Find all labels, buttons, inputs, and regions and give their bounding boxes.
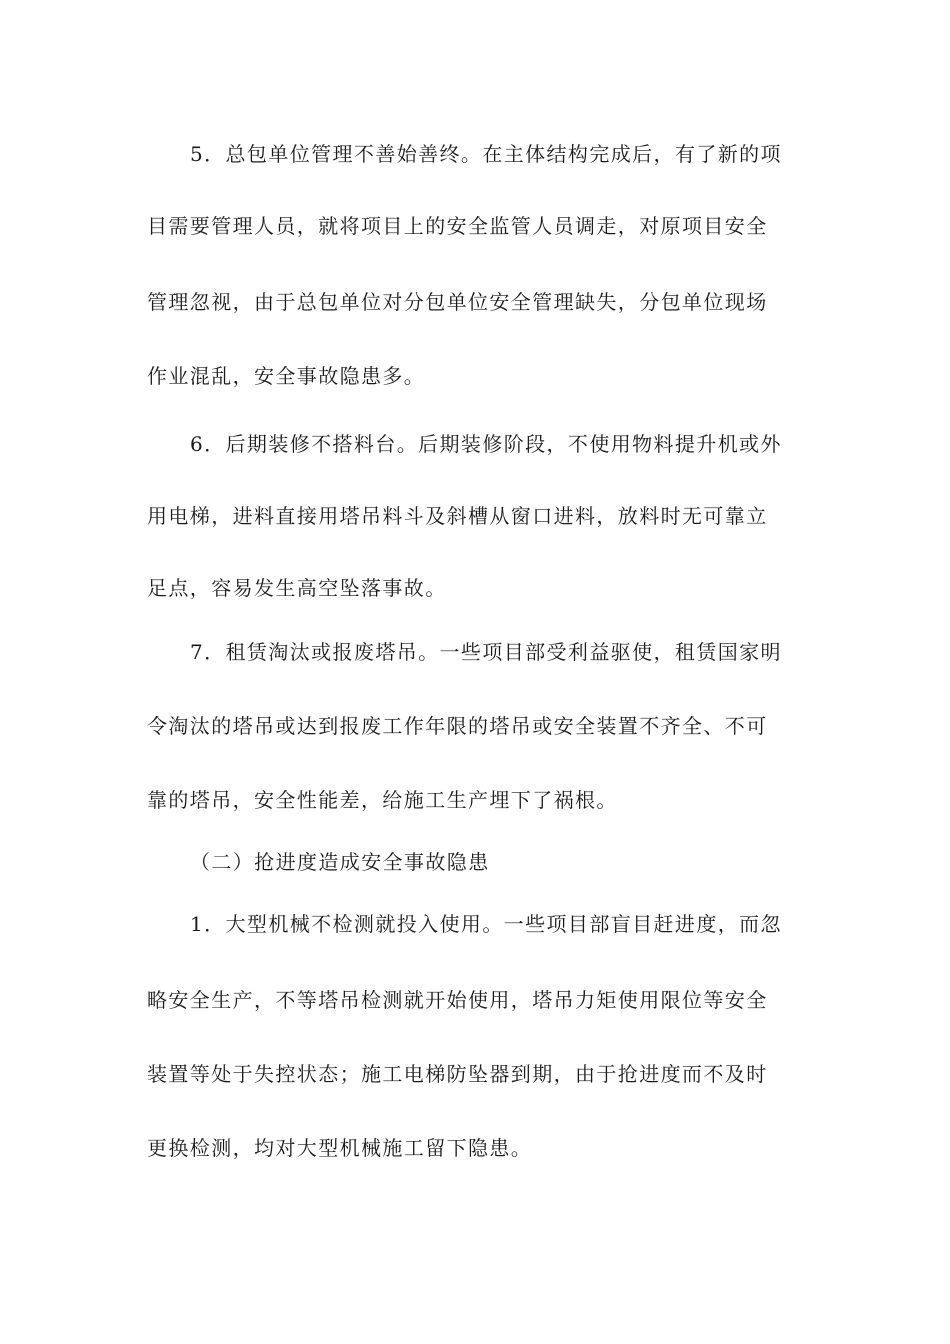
paragraph-5-line-1: 5．总包单位管理不善始善终。在主体结构完成后，有了新的项	[190, 142, 782, 166]
paragraph-1-line-2: 略安全生产，不等塔吊检测就开始使用，塔吊力矩使用限位等安全	[147, 988, 768, 1012]
paragraph-6-line-1: 6．后期装修不搭料台。后期装修阶段，不使用物料提升机或外	[190, 432, 782, 456]
paragraph-6-line-3: 足点，容易发生高空坠落事故。	[147, 576, 447, 600]
paragraph-7-line-1: 7．租赁淘汰或报废塔吊。一些项目部受利益驱使，租赁国家明	[190, 640, 782, 664]
paragraph-6-line-2: 用电梯，进料直接用塔吊料斗及斜槽从窗口进料，放料时无可靠立	[147, 504, 768, 528]
paragraph-1-line-1: 1．大型机械不检测就投入使用。一些项目部盲目赶进度，而忽	[190, 912, 782, 936]
section-heading: （二）抢进度造成安全事故隐患	[190, 850, 490, 874]
paragraph-5-line-3: 管理忽视，由于总包单位对分包单位安全管理缺失，分包单位现场	[147, 290, 768, 314]
paragraph-1-line-4: 更换检测，均对大型机械施工留下隐患。	[147, 1136, 533, 1160]
paragraph-5-line-2: 目需要管理人员，就将项目上的安全监管人员调走，对原项目安全	[147, 214, 768, 238]
paragraph-5-line-4: 作业混乱，安全事故隐患多。	[147, 364, 426, 388]
paragraph-7-line-3: 靠的塔吊，安全性能差，给施工生产埋下了祸根。	[147, 788, 618, 812]
paragraph-1-line-3: 装置等处于失控状态；施工电梯防坠器到期，由于抢进度而不及时	[147, 1062, 768, 1086]
paragraph-7-line-2: 令淘汰的塔吊或达到报废工作年限的塔吊或安全装置不齐全、不可	[147, 714, 768, 738]
